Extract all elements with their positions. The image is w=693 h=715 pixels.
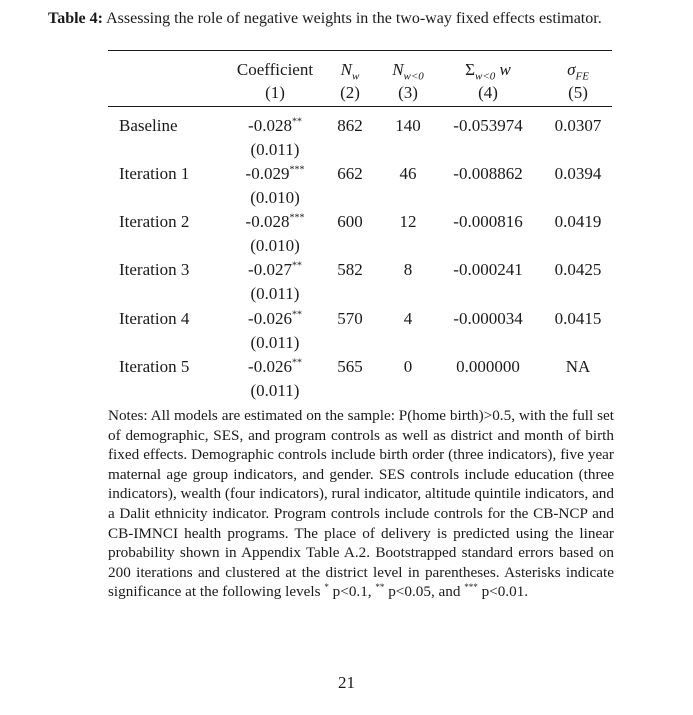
notes-star-3: *** <box>464 582 478 593</box>
row-sigma-fe: 0.0415 <box>554 309 602 328</box>
table-notes <box>108 406 614 602</box>
row-sum-neg-weights: -0.000241 <box>453 260 523 279</box>
coef-value: -0.026 <box>248 309 292 328</box>
row-standard-error: (0.011) <box>250 284 300 303</box>
coef-value: -0.028 <box>245 212 290 231</box>
notes-level-2: p<0.05, and <box>388 583 461 601</box>
header-sum-body: w <box>499 60 511 79</box>
header-coefficient: Coefficient <box>236 60 314 79</box>
row-standard-error: (0.011) <box>250 140 300 159</box>
row-nw: 582 <box>337 260 363 279</box>
header-number-1: (1) <box>265 83 285 102</box>
row-label: Iteration 2 <box>119 212 190 231</box>
row-nw-neg: 140 <box>395 116 421 135</box>
row-nw: 570 <box>337 309 363 328</box>
header-nw-symbol: N <box>340 60 352 79</box>
row-standard-error: (0.011) <box>250 381 300 400</box>
row-coefficient <box>222 116 328 136</box>
row-nw-neg: 12 <box>399 212 417 231</box>
significance-stars: ** <box>291 309 302 321</box>
row-sum-neg-weights: 0.000000 <box>456 357 520 376</box>
table-caption-text: Assessing the role of negative weights in the two-way fixed effects estimator. <box>106 10 602 27</box>
significance-stars: ** <box>291 357 302 369</box>
significance-stars: *** <box>289 212 305 224</box>
row-coefficient <box>222 164 328 184</box>
header-nw-neg-symbol: N <box>392 60 404 79</box>
header-sigma-sub: FE <box>575 70 589 83</box>
row-sigma-fe: NA <box>565 357 591 376</box>
row-coefficient <box>222 260 328 280</box>
row-sum-neg-weights: -0.008862 <box>453 164 523 183</box>
row-standard-error: (0.010) <box>250 236 300 255</box>
row-nw: 600 <box>337 212 363 231</box>
notes-star-2: ** <box>375 582 385 593</box>
coef-value: -0.026 <box>248 357 292 376</box>
significance-stars: ** <box>291 260 302 272</box>
header-sum-symbol: Σ <box>465 60 476 79</box>
row-label: Iteration 3 <box>119 260 190 279</box>
header-number-4: (4) <box>478 83 498 102</box>
row-coefficient <box>222 212 328 232</box>
row-label: Iteration 1 <box>119 164 190 183</box>
row-coefficient <box>222 357 328 377</box>
row-nw-neg: 4 <box>403 309 413 328</box>
header-nw-neg-sub: w<0 <box>403 70 424 83</box>
row-nw: 862 <box>337 116 363 135</box>
row-label: Iteration 4 <box>119 309 190 328</box>
header-sum-sub: w<0 <box>475 70 496 83</box>
row-nw-neg: 8 <box>403 260 413 279</box>
header-number-3: (3) <box>398 83 418 102</box>
notes-level-3: p<0.01. <box>481 583 529 601</box>
row-standard-error: (0.010) <box>250 188 300 207</box>
row-sum-neg-weights: -0.000816 <box>453 212 523 231</box>
coef-value: -0.028 <box>248 116 292 135</box>
row-nw-neg: 0 <box>403 357 413 376</box>
row-label: Baseline <box>119 116 178 135</box>
row-sigma-fe: 0.0307 <box>554 116 602 135</box>
header-number-2: (2) <box>340 83 360 102</box>
significance-stars: *** <box>289 164 305 176</box>
header-sigma-symbol: σ <box>567 60 576 79</box>
row-sum-neg-weights: -0.000034 <box>453 309 523 328</box>
row-nw-neg: 46 <box>399 164 417 183</box>
table-top-rule <box>108 50 612 51</box>
row-sum-neg-weights: -0.053974 <box>453 116 523 135</box>
row-sigma-fe: 0.0419 <box>554 212 602 231</box>
row-nw: 662 <box>337 164 363 183</box>
coef-value: -0.027 <box>248 260 292 279</box>
notes-star-1: * <box>324 582 329 593</box>
header-number-5: (5) <box>568 83 588 102</box>
page-number: 21 <box>338 673 355 692</box>
row-nw: 565 <box>337 357 363 376</box>
notes-intro: Notes: All models are estimated on the sample: P(home birth)>0.5, with the full set of demographic, SES, and program controls as well as district and month of birth fixed effects. Demographic controls include birth order (three indicators), five year maternal age group indicators, and gender. SES controls include education (three indicators), wealth (four indicators), rural indicator, altitude quintile indicators, and a Dalit ethnicity indicator. Program controls include controls for the CB-NCP and CB-IMNCI health programs. The place of delivery is predicted using the linear probability shown in Appendix Table A.2. Bootstrapped standard errors based on 200 iterations and clustered at the district level in parentheses. Asterisks indicate significance at the following levels <box>108 407 614 601</box>
row-label: Iteration 5 <box>119 357 190 376</box>
row-sigma-fe: 0.0394 <box>554 164 602 183</box>
significance-stars: ** <box>291 116 302 128</box>
row-sigma-fe: 0.0425 <box>554 260 602 279</box>
table-header-rule <box>108 106 612 107</box>
table-caption <box>48 10 602 28</box>
row-standard-error: (0.011) <box>250 333 300 352</box>
coef-value: -0.029 <box>245 164 290 183</box>
table-caption-label: Table 4: <box>48 10 103 27</box>
header-nw-sub: w <box>352 70 360 83</box>
notes-level-1: p<0.1, <box>332 583 372 601</box>
row-coefficient <box>222 309 328 329</box>
